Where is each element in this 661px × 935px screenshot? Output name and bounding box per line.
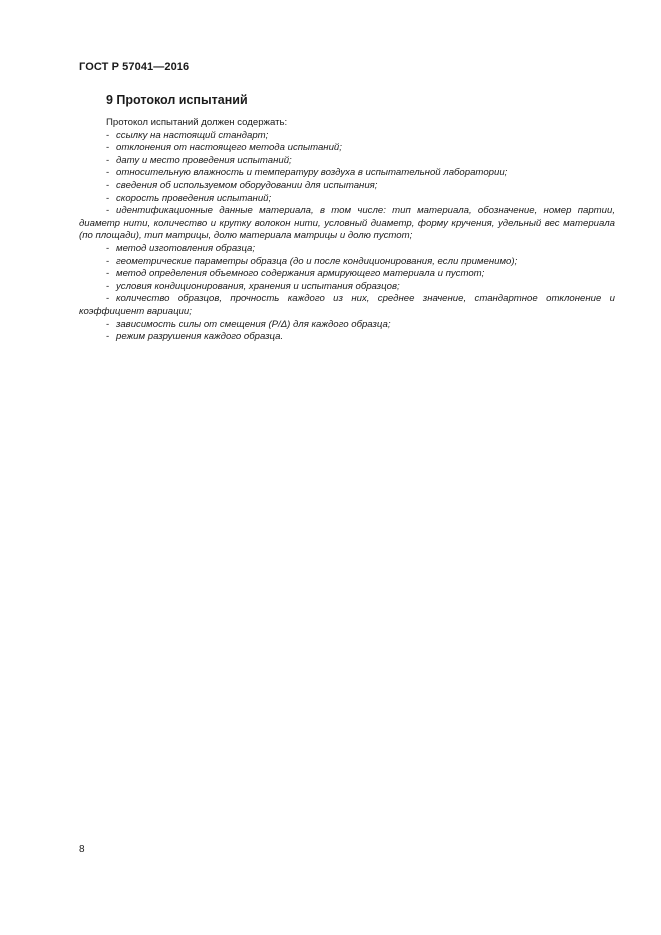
list-dash: - <box>106 167 110 179</box>
list-item <box>79 319 615 332</box>
list-dash: - <box>106 129 110 141</box>
list-item-text: геометрические параметры образца (до и после кондиционирования, если применимо); <box>116 255 518 267</box>
list-item-text: относительную влажность и температуру воздуха в испытательной лаборатории; <box>116 167 508 179</box>
list-item-text: идентификационные данные материала, в том числе: тип материала, обозначение, номер партии, диаметр нити, количество и крутку волокон нити, условный диаметр, форму кручения, удельный вес материала (по площади), тип матрицы, долю материала матрицы и долю пустот; <box>79 205 615 242</box>
list-item <box>79 167 615 180</box>
list-item-text: дату и место проведения испытаний; <box>116 154 292 166</box>
section-title: 9 Протокол испытаний <box>106 93 248 107</box>
list-item <box>79 293 615 318</box>
section-content <box>79 117 615 344</box>
list-dash: - <box>106 331 110 343</box>
list-item-text: зависимость силы от смещения (P/Δ) для каждого образца; <box>116 318 391 330</box>
list-item-text: режим разрушения каждого образца. <box>116 331 284 343</box>
list-item-text: скорость проведения испытаний; <box>116 192 272 204</box>
list-item-text: метод определения объемного содержания армирующего материала и пустот; <box>116 268 485 280</box>
list-dash: - <box>106 268 110 280</box>
list-item <box>79 331 615 344</box>
list-dash: - <box>106 205 110 217</box>
list-item-text: отклонения от настоящего метода испытаний; <box>116 142 342 154</box>
list-dash: - <box>106 318 110 330</box>
list-item <box>79 193 615 206</box>
list-item <box>79 180 615 193</box>
list-item-text: ссылку на настоящий стандарт; <box>116 129 269 141</box>
list-dash: - <box>106 255 110 267</box>
list-item <box>79 268 615 281</box>
list-dash: - <box>106 192 110 204</box>
list-item <box>79 256 615 269</box>
list-item-text: метод изготовления образца; <box>116 242 256 254</box>
list-dash: - <box>106 154 110 166</box>
list-item <box>79 281 615 294</box>
list-item <box>79 243 615 256</box>
list-dash: - <box>106 280 110 292</box>
standard-designation: ГОСТ Р 57041—2016 <box>79 61 190 73</box>
list-item-text: сведения об используемом оборудовании для испытания; <box>116 179 378 191</box>
list-dash: - <box>106 293 110 305</box>
list-item <box>79 130 615 143</box>
list-dash: - <box>106 179 110 191</box>
list-dash: - <box>106 142 110 154</box>
intro-paragraph: Протокол испытаний должен содержать: <box>106 117 288 128</box>
list-item <box>79 155 615 168</box>
page-number: 8 <box>79 844 85 855</box>
list-item-text: количество образцов, прочность каждого из них, среднее значение, стандартное отклонение и коэффициент вариации; <box>79 293 615 317</box>
list-item <box>79 142 615 155</box>
list-item <box>79 205 615 243</box>
list-item-text: условия кондиционирования, хранения и испытания образцов; <box>116 280 400 292</box>
requirements-list <box>79 130 615 344</box>
list-dash: - <box>106 242 110 254</box>
